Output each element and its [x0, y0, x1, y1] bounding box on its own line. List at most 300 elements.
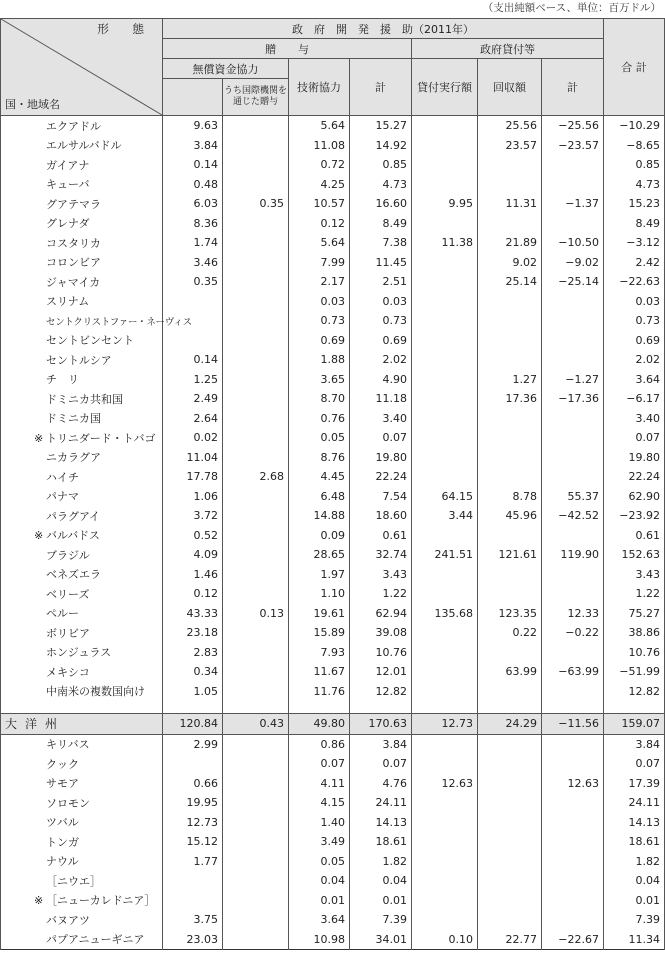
- disbursement-cell: [412, 331, 478, 351]
- country-name: ツバル: [46, 816, 79, 830]
- country-name-cell: [1, 774, 163, 794]
- recovery-cell: 23.57: [478, 136, 542, 156]
- country-name: ［ニウエ］: [46, 874, 101, 888]
- total-cell: 0.07: [604, 428, 665, 448]
- country-name-cell: [1, 734, 163, 754]
- grant-aid-cell: 0.35: [163, 272, 223, 292]
- country-name-cell: [1, 175, 163, 195]
- recovery-cell: [478, 734, 542, 754]
- intl-org-grant-cell: [223, 214, 289, 234]
- recovery-cell: [478, 526, 542, 546]
- intl-org-grant-cell: [223, 852, 289, 872]
- grant-sum-cell: 12.01: [350, 662, 412, 682]
- table-row: [1, 871, 665, 891]
- country-name: グレナダ: [46, 217, 90, 231]
- intl-org-grant-cell: 0.43: [223, 714, 289, 735]
- tech-coop-cell: 28.65: [289, 545, 350, 565]
- total-cell: 18.61: [604, 832, 665, 852]
- loan-sum-cell: [542, 813, 604, 833]
- country-name-cell: [1, 409, 163, 429]
- grant-aid-cell: 43.33: [163, 604, 223, 624]
- grant-aid-cell: 9.63: [163, 116, 223, 136]
- loan-sum-cell: [542, 734, 604, 754]
- tech-coop-cell: 1.97: [289, 565, 350, 585]
- grant-sum-cell: 14.13: [350, 813, 412, 833]
- grant-aid-cell: 0.12: [163, 584, 223, 604]
- disbursement-cell: [412, 214, 478, 234]
- recovery-cell: [478, 813, 542, 833]
- total-cell: 7.39: [604, 910, 665, 930]
- disbursement-cell: [412, 370, 478, 390]
- note-mark: ※: [34, 894, 44, 908]
- intl-org-grant-cell: [223, 774, 289, 794]
- tech-coop-cell: 49.80: [289, 714, 350, 735]
- country-name: キリバス: [46, 738, 90, 752]
- loan-sum-cell: 12.33: [542, 604, 604, 624]
- loan-sum-cell: [542, 832, 604, 852]
- country-name-cell: [1, 350, 163, 370]
- grant-sum-cell: 3.84: [350, 734, 412, 754]
- total-cell: −6.17: [604, 389, 665, 409]
- total-header: 合 計: [604, 19, 665, 116]
- recovery-cell: [478, 214, 542, 234]
- total-cell: 2.02: [604, 350, 665, 370]
- country-name: サモア: [46, 777, 79, 791]
- grant-aid-cell: 1.06: [163, 487, 223, 507]
- country-name: コロンビア: [46, 256, 101, 270]
- total-cell: −23.92: [604, 506, 665, 526]
- loan-sum-cell: −22.67: [542, 930, 604, 950]
- country-name: トンガ: [46, 835, 79, 849]
- disbursement-cell: [412, 526, 478, 546]
- loan-sum-cell: 55.37: [542, 487, 604, 507]
- intl-org-grant-cell: [223, 891, 289, 911]
- tech-coop-cell: 10.57: [289, 194, 350, 214]
- total-cell: 12.82: [604, 682, 665, 702]
- total-cell: 0.03: [604, 292, 665, 312]
- tech-coop-cell: 10.98: [289, 930, 350, 950]
- gap-cell: [1, 701, 163, 714]
- grant-sum-cell: 16.60: [350, 194, 412, 214]
- total-cell: 152.63: [604, 545, 665, 565]
- recovery-cell: 21.89: [478, 233, 542, 253]
- country-name: ガイアナ: [46, 158, 90, 172]
- country-name: ジャマイカ: [46, 275, 101, 289]
- gap-cell: [350, 701, 412, 714]
- country-name: ナウル: [46, 855, 79, 869]
- disbursement-cell: 12.73: [412, 714, 478, 735]
- country-name: ［ニューカレドニア］: [46, 894, 156, 908]
- tech-coop-cell: 0.86: [289, 734, 350, 754]
- recovery-cell: 8.78: [478, 487, 542, 507]
- disbursement-cell: [412, 910, 478, 930]
- disbursement-cell: [412, 136, 478, 156]
- grant-aid-cell: 0.02: [163, 428, 223, 448]
- country-name-cell: [1, 292, 163, 312]
- tech-coop-cell: 0.04: [289, 871, 350, 891]
- country-name: チ リ: [46, 373, 79, 387]
- grant-aid-cell: 0.48: [163, 175, 223, 195]
- intl-org-grant-cell: [223, 448, 289, 468]
- loan-sum-cell: [542, 448, 604, 468]
- total-cell: 11.34: [604, 930, 665, 950]
- loan-sum-cell: [542, 526, 604, 546]
- grant-sum-cell: 24.11: [350, 793, 412, 813]
- total-cell: 0.73: [604, 311, 665, 331]
- grant-aid-cell: 3.72: [163, 506, 223, 526]
- table-row: [1, 292, 665, 312]
- table-row: [1, 194, 665, 214]
- grant-aid-cell: [163, 871, 223, 891]
- recovery-cell: [478, 331, 542, 351]
- grant-aid-cell: 120.84: [163, 714, 223, 735]
- recovery-cell: 25.14: [478, 272, 542, 292]
- loan-sum-cell: −25.14: [542, 272, 604, 292]
- table-row: [1, 754, 665, 774]
- intl-org-grant-cell: [223, 623, 289, 643]
- country-name: コスタリカ: [46, 236, 101, 250]
- recovery-cell: 17.36: [478, 389, 542, 409]
- intl-org-grant-cell: [223, 871, 289, 891]
- tech-coop-cell: 0.05: [289, 852, 350, 872]
- country-name-cell: [1, 832, 163, 852]
- loan-sum-cell: −25.56: [542, 116, 604, 136]
- intl-org-grant-cell: [223, 565, 289, 585]
- grant-aid-cell: [163, 331, 223, 351]
- country-name-cell: [1, 233, 163, 253]
- oda-header: 政 府 開 発 援 助（2011年）: [163, 19, 604, 39]
- table-row: [1, 506, 665, 526]
- intl-org-grant-cell: [223, 116, 289, 136]
- disbursement-cell: 3.44: [412, 506, 478, 526]
- intl-org-grant-cell: [223, 910, 289, 930]
- loan-sum-cell: −9.02: [542, 253, 604, 273]
- grant-sum-cell: 0.03: [350, 292, 412, 312]
- disbursement-cell: [412, 871, 478, 891]
- grant-aid-cell: [163, 754, 223, 774]
- table-row: [1, 428, 665, 448]
- tech-coop-cell: 8.70: [289, 389, 350, 409]
- loan-sum-cell: [542, 175, 604, 195]
- country-name-cell: [1, 604, 163, 624]
- total-cell: −22.63: [604, 272, 665, 292]
- loan-sum-cell: [542, 428, 604, 448]
- recovery-cell: [478, 643, 542, 663]
- total-cell: 1.22: [604, 584, 665, 604]
- intl-org-grant-cell: [223, 832, 289, 852]
- grant-sum-cell: 14.92: [350, 136, 412, 156]
- country-name: パナマ: [46, 490, 79, 504]
- grant-sum-cell: 7.38: [350, 233, 412, 253]
- note-mark: ※: [34, 529, 44, 543]
- total-cell: 24.11: [604, 793, 665, 813]
- grant-aid-cell: 3.75: [163, 910, 223, 930]
- intl-org-grant-cell: [223, 813, 289, 833]
- recovery-cell: [478, 409, 542, 429]
- grant-sum-cell: 39.08: [350, 623, 412, 643]
- tech-coop-cell: 0.72: [289, 155, 350, 175]
- table-row: [1, 409, 665, 429]
- total-cell: 3.84: [604, 734, 665, 754]
- grant-aid-cell: 1.25: [163, 370, 223, 390]
- total-cell: 0.07: [604, 754, 665, 774]
- disbursement-cell: 241.51: [412, 545, 478, 565]
- country-name-cell: [1, 930, 163, 950]
- total-cell: −51.99: [604, 662, 665, 682]
- recovery-cell: 121.61: [478, 545, 542, 565]
- grant-sum-header: 計: [350, 59, 412, 116]
- disbursement-cell: [412, 584, 478, 604]
- country-name: パラグアイ: [46, 509, 101, 523]
- grant-aid-cell: 3.46: [163, 253, 223, 273]
- grant-sum-cell: 18.60: [350, 506, 412, 526]
- grant-aid-cell: 0.14: [163, 155, 223, 175]
- table-row: [1, 116, 665, 136]
- loan-sum-cell: −23.57: [542, 136, 604, 156]
- tech-coop-cell: 0.07: [289, 754, 350, 774]
- disbursement-cell: [412, 793, 478, 813]
- loan-sum-cell: [542, 155, 604, 175]
- loan-sum-cell: [542, 331, 604, 351]
- loan-sum-header: 計: [542, 59, 604, 116]
- recovery-cell: [478, 311, 542, 331]
- total-cell: 0.04: [604, 871, 665, 891]
- grant-aid-cell: 0.52: [163, 526, 223, 546]
- loan-sum-cell: [542, 409, 604, 429]
- grant-aid-cell: 2.64: [163, 409, 223, 429]
- grant-sum-cell: 4.76: [350, 774, 412, 794]
- recovery-cell: 45.96: [478, 506, 542, 526]
- recovery-cell: 11.31: [478, 194, 542, 214]
- intl-org-grant-cell: [223, 331, 289, 351]
- recovery-cell: [478, 754, 542, 774]
- gap-cell: [542, 701, 604, 714]
- disbursement-cell: 135.68: [412, 604, 478, 624]
- table-row: [1, 662, 665, 682]
- grant-sum-cell: 12.82: [350, 682, 412, 702]
- table-row: [1, 526, 665, 546]
- loan-sum-cell: −42.52: [542, 506, 604, 526]
- table-row: [1, 272, 665, 292]
- grant-sum-cell: 4.73: [350, 175, 412, 195]
- tech-coop-cell: 2.17: [289, 272, 350, 292]
- country-name: エルサルバドル: [46, 139, 122, 153]
- disbursement-cell: [412, 155, 478, 175]
- grant-aid-cell: 4.09: [163, 545, 223, 565]
- country-name: ソロモン: [46, 796, 90, 810]
- recovery-cell: [478, 891, 542, 911]
- grant-aid-sub-header: [163, 79, 223, 116]
- tech-coop-cell: 0.01: [289, 891, 350, 911]
- loan-sum-cell: [542, 311, 604, 331]
- country-name-cell: [1, 448, 163, 468]
- gap-cell: [412, 701, 478, 714]
- grant-aid-cell: 23.18: [163, 623, 223, 643]
- disbursement-cell: [412, 832, 478, 852]
- table-row: [1, 331, 665, 351]
- recovery-cell: 24.29: [478, 714, 542, 735]
- country-name: グアテマラ: [46, 197, 101, 211]
- country-name: ニカラグア: [46, 451, 101, 465]
- disbursement-cell: [412, 643, 478, 663]
- grant-aid-cell: [163, 891, 223, 911]
- intl-org-grant-cell: [223, 389, 289, 409]
- tech-coop-cell: 3.65: [289, 370, 350, 390]
- region-row: [1, 714, 665, 735]
- loan-sum-cell: [542, 467, 604, 487]
- grant-sum-cell: 1.82: [350, 852, 412, 872]
- tech-coop-cell: 5.64: [289, 116, 350, 136]
- disbursement-cell: [412, 813, 478, 833]
- grant-sum-cell: 0.01: [350, 891, 412, 911]
- intl-org-grant-cell: [223, 793, 289, 813]
- total-cell: 75.27: [604, 604, 665, 624]
- recovery-cell: [478, 910, 542, 930]
- total-cell: 0.01: [604, 891, 665, 911]
- grant-sum-cell: 0.61: [350, 526, 412, 546]
- table-row: [1, 253, 665, 273]
- table-row: [1, 545, 665, 565]
- grant-sum-cell: 7.54: [350, 487, 412, 507]
- total-cell: 0.85: [604, 155, 665, 175]
- country-name-cell: [1, 584, 163, 604]
- disbursement-cell: [412, 682, 478, 702]
- country-name-cell: [1, 311, 192, 331]
- tech-coop-cell: 1.88: [289, 350, 350, 370]
- recovery-cell: 63.99: [478, 662, 542, 682]
- disbursement-cell: [412, 350, 478, 370]
- disbursement-cell: 11.38: [412, 233, 478, 253]
- grant-sum-cell: 32.74: [350, 545, 412, 565]
- tech-coop-cell: 11.76: [289, 682, 350, 702]
- country-name-cell: [1, 545, 163, 565]
- loan-sum-cell: −63.99: [542, 662, 604, 682]
- table-row: [1, 448, 665, 468]
- total-cell: 0.61: [604, 526, 665, 546]
- recovery-cell: [478, 565, 542, 585]
- gap-cell: [604, 701, 665, 714]
- country-label: 国・地域名: [5, 98, 60, 111]
- loan-sum-cell: [542, 871, 604, 891]
- total-cell: 62.90: [604, 487, 665, 507]
- intl-org-grant-cell: [223, 506, 289, 526]
- disbursement-cell: [412, 116, 478, 136]
- loan-sum-cell: −1.37: [542, 194, 604, 214]
- recovery-cell: [478, 448, 542, 468]
- grant-sum-cell: 18.61: [350, 832, 412, 852]
- loan-sum-cell: [542, 682, 604, 702]
- grant-sum-cell: 3.40: [350, 409, 412, 429]
- total-cell: 14.13: [604, 813, 665, 833]
- section-gap: [1, 701, 665, 714]
- table-row: [1, 565, 665, 585]
- tech-coop-cell: 7.93: [289, 643, 350, 663]
- grant-sum-cell: 3.43: [350, 565, 412, 585]
- disbursement-cell: [412, 292, 478, 312]
- disbursement-cell: [412, 253, 478, 273]
- oda-table: [0, 18, 665, 950]
- grant-aid-cell: 1.05: [163, 682, 223, 702]
- country-name-cell: [1, 467, 163, 487]
- total-cell: −8.65: [604, 136, 665, 156]
- country-name: ドミニカ国: [46, 412, 101, 426]
- grant-sum-cell: 170.63: [350, 714, 412, 735]
- tech-coop-cell: 0.03: [289, 292, 350, 312]
- grant-sum-cell: 11.18: [350, 389, 412, 409]
- loan-sum-cell: 12.63: [542, 774, 604, 794]
- country-name-cell: [1, 526, 163, 546]
- grant-sum-cell: 8.49: [350, 214, 412, 234]
- grant-aid-cell: 0.14: [163, 350, 223, 370]
- country-name: ベリーズ: [46, 587, 90, 601]
- grant-sum-cell: 19.80: [350, 448, 412, 468]
- table-row: [1, 350, 665, 370]
- country-name: ペルー: [46, 607, 79, 621]
- table-row: [1, 487, 665, 507]
- recovery-cell: 22.77: [478, 930, 542, 950]
- total-cell: −10.29: [604, 116, 665, 136]
- table-row: [1, 604, 665, 624]
- intl-org-grant-cell: [223, 754, 289, 774]
- grant-aid-cell: 11.04: [163, 448, 223, 468]
- form-label: 形 態: [97, 22, 154, 36]
- country-name: メキシコ: [46, 665, 90, 679]
- gap-cell: [163, 701, 223, 714]
- loan-sum-cell: [542, 292, 604, 312]
- intl-org-grant-cell: [223, 930, 289, 950]
- total-cell: 1.82: [604, 852, 665, 872]
- grant-aid-cell: 2.99: [163, 734, 223, 754]
- grant-aid-cell: 12.73: [163, 813, 223, 833]
- disbursement-cell: [412, 623, 478, 643]
- tech-coop-cell: 1.40: [289, 813, 350, 833]
- loan-sum-cell: [542, 910, 604, 930]
- country-name-cell: [1, 662, 163, 682]
- country-name-cell: [1, 891, 163, 911]
- intl-org-grant-cell: 2.68: [223, 467, 289, 487]
- total-cell: 15.23: [604, 194, 665, 214]
- recovery-cell: [478, 155, 542, 175]
- table-row: [1, 233, 665, 253]
- country-name-cell: [1, 272, 163, 292]
- grant-sum-cell: 11.45: [350, 253, 412, 273]
- intl-org-grant-cell: [223, 233, 289, 253]
- table-row: [1, 389, 665, 409]
- table-row: [1, 136, 665, 156]
- country-name: キューバ: [46, 178, 90, 192]
- tech-coop-cell: 0.69: [289, 331, 350, 351]
- tech-coop-cell: 4.25: [289, 175, 350, 195]
- recovery-cell: [478, 175, 542, 195]
- intl-org-grant-cell: [223, 428, 289, 448]
- country-name: ドミニカ共和国: [46, 392, 123, 406]
- tech-coop-cell: 11.08: [289, 136, 350, 156]
- grant-sum-cell: 1.22: [350, 584, 412, 604]
- country-name: トリニダード・トバゴ: [46, 431, 156, 445]
- grant-header: 贈 与: [163, 39, 412, 59]
- disbursement-header: 貸付実行額: [412, 59, 478, 116]
- loan-sum-cell: [542, 754, 604, 774]
- intl-org-grant-cell: [223, 584, 289, 604]
- tech-coop-cell: 0.05: [289, 428, 350, 448]
- tech-coop-cell: 19.61: [289, 604, 350, 624]
- country-name-cell: [1, 370, 163, 390]
- country-name-cell: [1, 194, 163, 214]
- grant-sum-cell: 7.39: [350, 910, 412, 930]
- grant-aid-cell: 2.83: [163, 643, 223, 663]
- gap-cell: [223, 701, 289, 714]
- disbursement-cell: [412, 311, 478, 331]
